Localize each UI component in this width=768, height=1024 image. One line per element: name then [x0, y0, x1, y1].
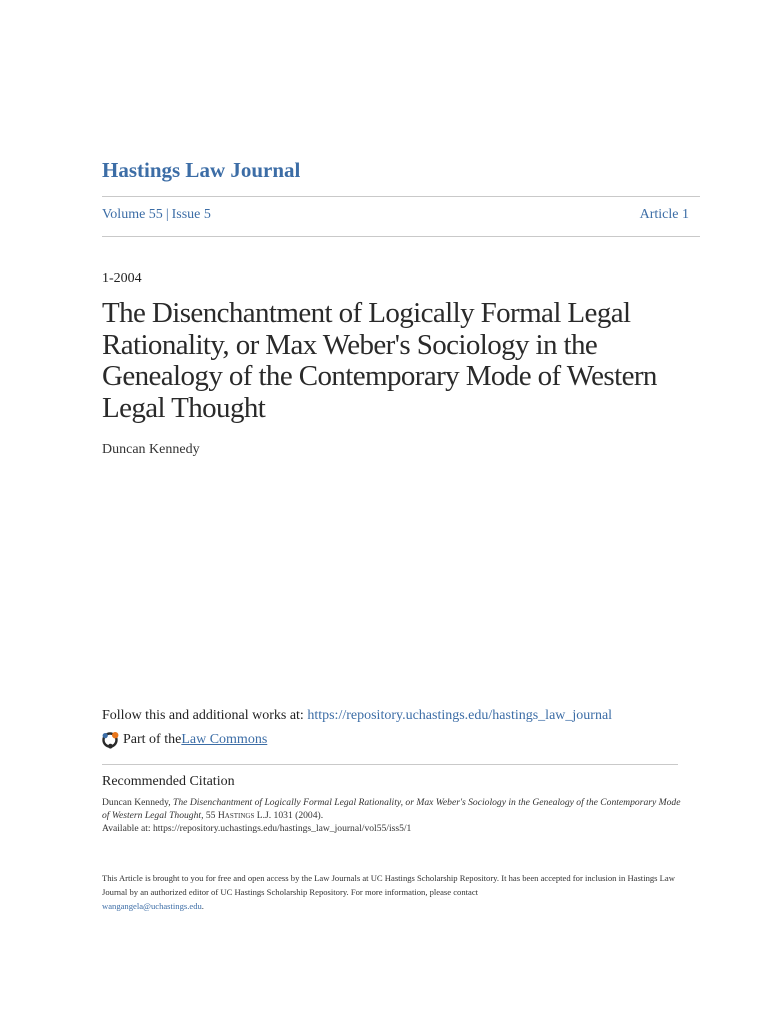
citation-available-url[interactable]: https://repository.uchastings.edu/hastings_law_journal/vol55/iss5/1 — [152, 823, 412, 834]
recommended-citation-heading: Recommended Citation — [102, 774, 235, 789]
volume-link[interactable]: Volume 55 — [102, 207, 163, 222]
author-name: Duncan Kennedy — [102, 442, 200, 457]
citation-divider — [102, 764, 678, 765]
volume-issue-separator: | — [165, 207, 169, 222]
journal-title[interactable]: Hastings Law Journal — [102, 158, 301, 182]
citation-available-prefix: Available at: — [102, 823, 153, 834]
notice-end: . — [201, 901, 204, 911]
citation-reporter: L.J. 1031 (2004). — [254, 810, 324, 821]
citation-text — [102, 796, 682, 835]
header-divider-bottom — [102, 236, 700, 237]
law-commons-link[interactable]: Law Commons — [181, 732, 268, 747]
citation-author: Duncan Kennedy, — [102, 797, 174, 808]
notice-text: This Article is brought to you for free and open access by the Law Journals at UC Hastings Scholarship Repository. It has been accepted for inclusion in Hastings Law Journal by an authorized editor of UC Hastings Scholarship Repository. For more information, please contact — [102, 873, 675, 897]
issue-link[interactable]: Issue 5 — [171, 207, 211, 222]
article-title: The Disenchantment of Logically Formal Legal Rationality, or Max Weber's Sociology in the Genealogy of the Contemporary Mode of Western Legal Thought — [102, 297, 657, 424]
header-divider-top — [102, 196, 700, 197]
part-of-prefix: Part of the — [123, 732, 182, 747]
follow-line — [102, 708, 612, 724]
article-number-link[interactable]: Article 1 — [639, 207, 689, 222]
network-commons-icon — [101, 730, 121, 750]
publication-date: 1-2004 — [102, 271, 142, 286]
citation-volume: , 55 — [201, 810, 218, 821]
follow-prefix: Follow this and additional works at: — [102, 708, 308, 723]
citation-journal: Hastings — [217, 810, 255, 821]
repository-link[interactable]: https://repository.uchastings.edu/hastings_law_journal — [307, 708, 613, 723]
open-access-notice — [102, 871, 692, 913]
volume-issue — [102, 207, 211, 223]
part-of-line — [101, 730, 267, 750]
citation-title: The Disenchantment of Logically Formal Legal Rationality, or Max Weber's Sociology in the Genealogy of the Contemporary Mode of Western Legal Thought — [102, 797, 681, 821]
contact-email-link[interactable]: wangangela@uchastings.edu — [102, 901, 202, 911]
